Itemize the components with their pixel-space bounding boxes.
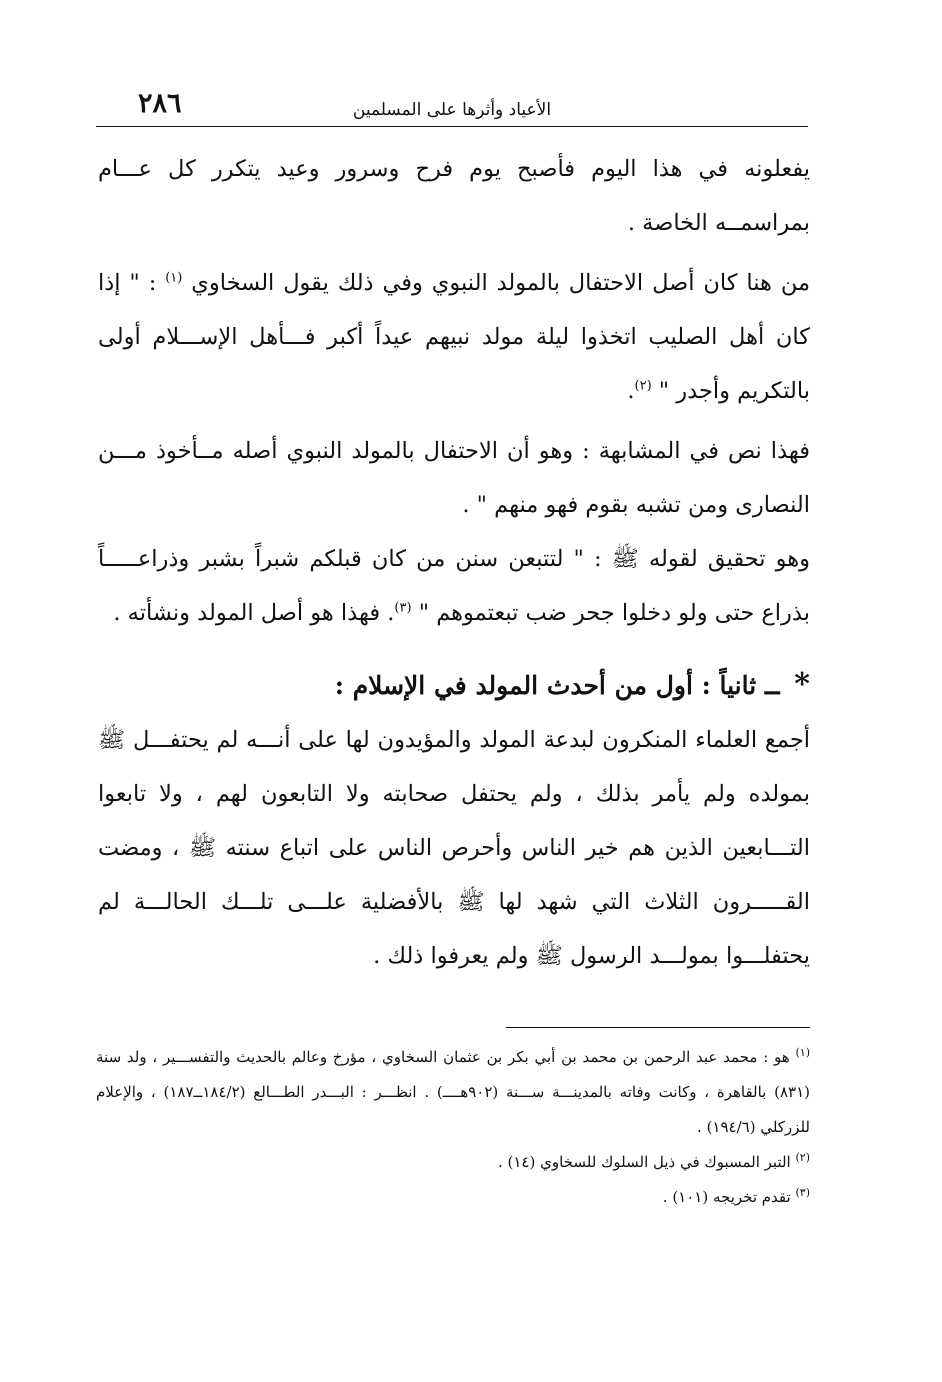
footnote-ref-3: (٣) — [394, 600, 412, 616]
running-title: الأعياد وأثرها على المسلمين — [352, 100, 552, 120]
footnote-3-mark: (٣) — [795, 1186, 810, 1199]
paragraph-5: أجمع العلماء المنكرون لبدعة المولد والمؤيدون لها على أنـــه لم يحتفـــل ﷺ بمولده ولم يأمر بذلك ، ولم يحتفل صحابته ولا التابعون لهم ، ولا تابعوا التـــابعين الذين هم خير الناس وأحرص الناس على اتباع سنته ﷺ ، ومضت القـــــرون الثلاث التي شهد لها ﷺ بالأفضلية علـــى تلـــك الحالـــة لم يحتفلـــوا بمولـــد الرسول ﷺ ولم يعرفوا ذلك . — [98, 727, 810, 969]
footnotes — [96, 1040, 810, 1215]
paragraph-1: يفعلونه في هذا اليوم فأصبح يوم فرح وسرور وعيد يتكرر كل عـــام بمراسمــه الخاصة . — [98, 156, 810, 236]
paragraph-4 — [98, 532, 810, 640]
footnote-2-text: التبر المسبوك في ذيل السلوك للسخاوي (١٤) . — [497, 1153, 791, 1171]
footnote-3-text: تقدم تخريجه (١٠١) . — [662, 1188, 791, 1206]
paragraph-2-text-b: : " إذا كان أهل الصليب اتخذوا ليلة مولد نبيهم عيداً أكبر فـــأهل الإســـلام أولى بالتكريم وأجدر " — [98, 270, 810, 404]
main-text — [98, 142, 810, 983]
paragraph-2 — [98, 256, 810, 418]
footnote-1-text: هو : محمد عبد الرحمن بن محمد بن أبي بكر بن عثمان السخاوي ، مؤرخ وعالم بالحديث والتفســـير ، ولد سنة (٨٣١) بالقاهرة ، وكانت وفاته بالمدينـــة ســـنة (٩٠٢هــــ) . انظـــر : البـــدر الطـــالع (١٨٤/٢ــ١٨٧) ، والإعلام للزركلي (١٩٤/٦) . — [96, 1048, 810, 1136]
footnote-separator — [506, 1027, 810, 1028]
paragraph-2-text-a: من هنا كان أصل الاحتفال بالمولد النبوي وفي ذلك يقول السخاوي — [191, 270, 810, 296]
star-marker: * — [794, 667, 810, 702]
footnote-ref-2: (٢) — [634, 378, 652, 394]
footnote-ref-1: (١) — [165, 270, 183, 286]
paragraph-4-text-b: . فهذا هو أصل المولد ونشأته . — [113, 600, 395, 626]
section-heading-text: ــ ثانياً : أول من أحدث المولد في الإسلام : — [334, 671, 780, 700]
paragraph-3: فهذا نص في المشابهة : وهو أن الاحتفال بالمولد النبوي أصله مــأخوذ مـــن النصارى ومن تشبه بقوم فهو منهم " . — [98, 438, 810, 518]
page-header — [96, 84, 808, 128]
footnote-1 — [96, 1040, 810, 1145]
footnote-3 — [96, 1180, 810, 1215]
page-number: ٢٨٦ — [138, 88, 182, 119]
section-heading — [98, 658, 810, 713]
footnote-1-mark: (١) — [795, 1046, 810, 1059]
paragraph-4-text-a: وهو تحقيق لقوله ﷺ : " لتتبعن سنن من كان قبلكم شبراً بشبر وذراعـــــاً بذراع حتى ولو دخلوا جحر ضب تبعتموهم " — [98, 546, 810, 626]
footnote-2 — [96, 1145, 810, 1180]
paragraph-2-end: . — [627, 378, 635, 404]
footnote-2-mark: (٢) — [795, 1151, 810, 1164]
header-rule — [96, 126, 808, 127]
